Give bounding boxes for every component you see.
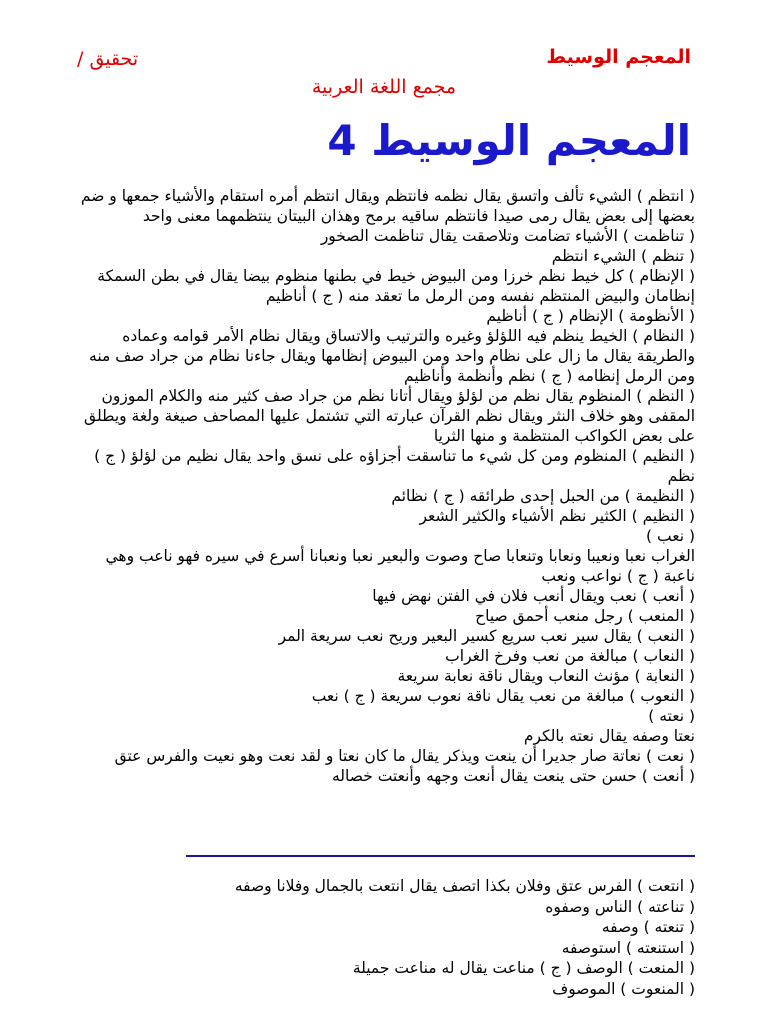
entry: ( تناظمت ) الأشياء تضامت وتلاصقت يقال تناظمت الصخور (320, 227, 695, 245)
entry: ( انتظم ) الشيء تألف واتسق يقال نظمه فانتظم ويقال انتظم أمره استقام والأشياء جمعها و ضم بعضها إلى بعض يقال رمى صيدا فانتظم ساقيه برمح وهذان البيتان ينتظمهما معنى واحد (80, 187, 695, 225)
entry: ( المنعب ) رجل منعب أحمق صياح (475, 607, 695, 625)
dictionary-entries (70, 186, 695, 786)
entry: ( نعت ) نعاتة صار جديرا أن ينعت ويذكر يقال ما كان نعتا و لقد نعت وهو نعيت والفرس عتق (114, 747, 695, 765)
entry: ( المنعوت ) الموصوف (552, 979, 695, 998)
entry: ( نعب ) (646, 527, 695, 545)
entry: ( نعته ) (648, 707, 695, 725)
tahqiq-label: تحقيق / (77, 48, 139, 70)
entry: ( أنعب ) نعب ويقال أنعب فلان في الفتن نهض فيها (372, 587, 695, 605)
volume-title: المعجم الوسيط 4 (327, 116, 691, 165)
entry: ( تنعته ) وصفه (601, 918, 695, 936)
entry: ( استنعته ) استوصفه (561, 938, 695, 957)
entry: ( النظيم ) الكثير نظم الأشياء والكثير الشعر (419, 507, 695, 525)
entry: ( تنظم ) الشيء انتظم (551, 247, 695, 265)
dictionary-entries-continued (70, 876, 695, 999)
section-divider (186, 855, 695, 857)
entry: ( النعابة ) مؤنث النعاب ويقال ناقة نعابة سريعة (397, 667, 695, 685)
entry: ( تناعته ) الناس وصفوه (545, 897, 695, 916)
book-title: المعجم الوسيط (546, 46, 691, 68)
entry: ( الأنظومة ) الإنظام ( ج ) أناظيم (486, 307, 695, 325)
entry: ( النظام ) الخيط ينظم فيه اللؤلؤ وغيره والترتيب والاتساق ويقال نظام الأمر قوامه وعماده والطريقة يقال ما زال على نظام واحد ومن البيوض إنظامها ويقال جاءنا نظام من جراد صف منه ومن الرمل إنظامه ( ج ) نظم وأنظمة وأناظيم (89, 327, 695, 385)
academy-name: مجمع اللغة العربية (311, 76, 457, 98)
entry: ( النعوب ) مبالغة من نعب يقال ناقة نعوب سريعة ( ج ) نعب (311, 687, 695, 705)
entry: ( الإنظام ) كل خيط نظم خرزا ومن البيوض خيط في بطنها منظوم بيضا يقال في بطن السمكة إنظامان والبيض المنتظم نفسه ومن الرمل ما تعقد منه ( ج ) أناظيم (97, 267, 695, 305)
entry: نعتا وصفه يقال نعته بالكرم (523, 727, 695, 745)
entry: الغراب نعبا ونعيبا ونعابا وتنعابا صاح وصوت والبعير نعبا ونعبانا أسرع في سيره فهو ناعب وهي ناعبة ( ج ) نواعب ونعب (105, 547, 695, 585)
entry: ( انتعت ) الفرس عتق وفلان بكذا اتصف يقال انتعت بالجمال وفلانا وصفه (234, 877, 695, 895)
entry: ( النظم ) المنظوم يقال نظم من لؤلؤ ويقال أتانا نظم من جراد صف كثير منه والكلام الموزون المقفى وهو خلاف النثر ويقال نظم القرآن عبارته التي تشتمل عليها المصاحف صيغة ولغة ويطلق على بعض الكواكب المنتظمة و منها الثريا (84, 387, 695, 445)
entry: ( النظيمة ) من الحبل إحدى طرائقه ( ج ) نظائم (391, 487, 695, 505)
entry: ( المنعت ) الوصف ( ج ) مناعت يقال له مناعت جميلة (352, 959, 695, 977)
entry: ( النعاب ) مبالغة من نعب وفرخ الغراب (445, 647, 695, 665)
entry: ( النظيم ) المنظوم ومن كل شيء ما تناسقت أجزاؤه على نسق واحد يقال نظيم من لؤلؤ ( ج ) نظم (94, 447, 695, 485)
entry: ( النعب ) يقال سير نعب سريع كسير البعير وريح نعب سريعة المر (278, 627, 695, 645)
entry: ( أنعت ) حسن حتى ينعت يقال أنعت وجهه وأنعتت خصاله (332, 767, 695, 785)
